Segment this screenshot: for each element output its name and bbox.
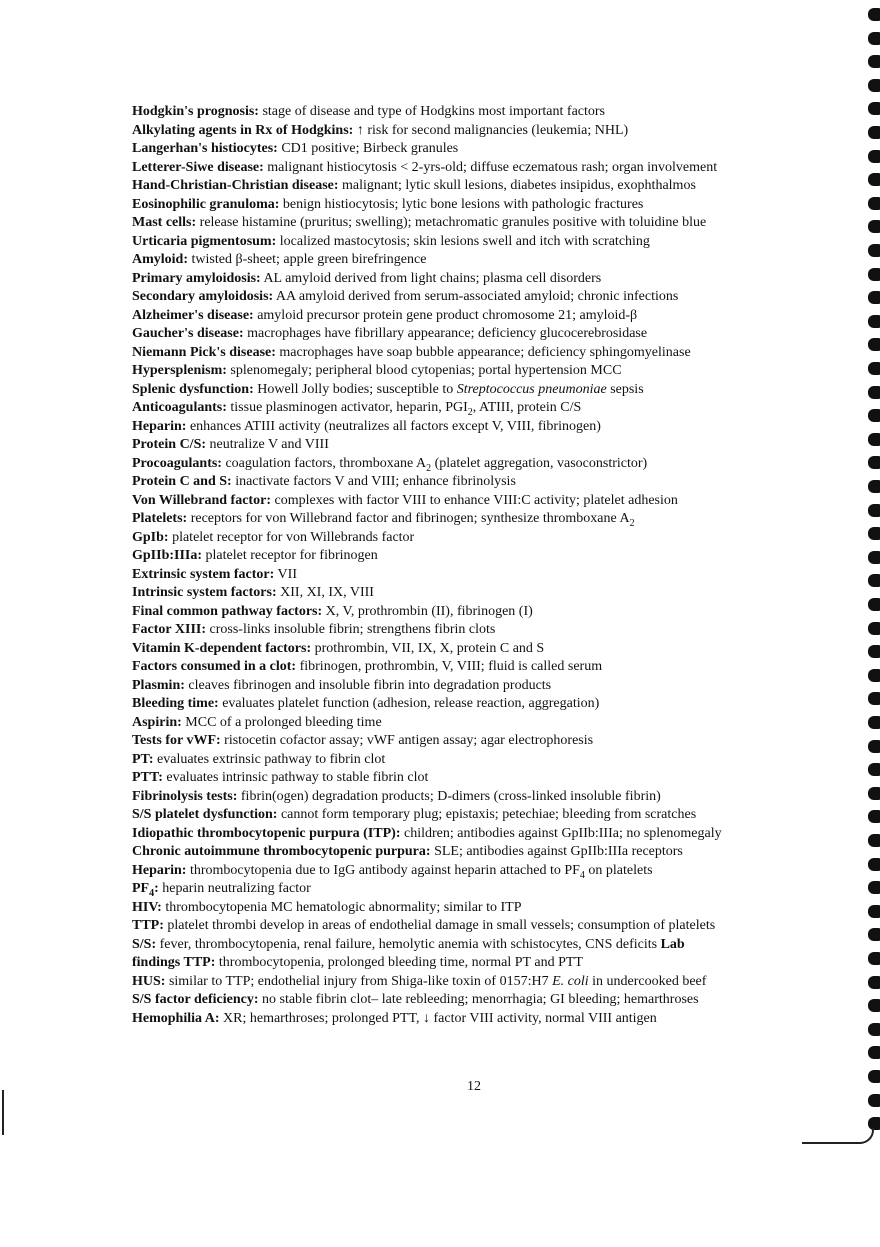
note-text: AA amyloid derived from serum-associated amyloid; chronic infections: [273, 289, 679, 304]
note-term: Extrinsic system factor:: [132, 566, 275, 582]
note-line: [132, 714, 812, 733]
binder-hole: [868, 126, 880, 139]
note-term: S/S platelet dysfunction:: [132, 807, 278, 822]
binder-hole: [868, 244, 880, 257]
note-term: PF: [132, 881, 150, 896]
note-text: stage of disease and type of Hodgkins most important factors: [258, 104, 606, 119]
note-text: VII: [274, 566, 297, 582]
note-line: [132, 455, 812, 474]
note-text-after: , ATIII, protein C/S: [472, 400, 582, 415]
binder-hole: [868, 999, 880, 1012]
binder-hole: [868, 456, 880, 469]
note-line: [132, 788, 812, 807]
note-text-after: sepsis: [606, 381, 644, 397]
note-term: Urticaria pigmentosum:: [132, 233, 277, 249]
note-text: malignant histiocytosis < 2-yrs-old; diffuse eczematous rash; organ involvement: [263, 159, 718, 175]
note-term: GpIb:: [132, 529, 169, 545]
binder-hole: [868, 669, 880, 682]
note-text: X, V, prothrombin (II), fibrinogen (I): [322, 603, 533, 619]
note-subscript: 2: [426, 462, 432, 474]
note-line: [132, 140, 812, 159]
binder-hole: [868, 268, 880, 281]
note-line: [132, 288, 812, 307]
note-text: no stable fibrin clot– late rebleeding; menorrhagia; GI bleeding; hemarthroses: [258, 992, 699, 1007]
note-text: evaluates intrinsic pathway to stable fibrin clot: [162, 770, 429, 785]
note-text: thrombocytopenia, prolonged bleeding time, normal PT and PTT: [215, 955, 583, 970]
note-text: Howell Jolly bodies; susceptible to: [253, 381, 457, 397]
note-text: macrophages have fibrillary appearance; deficiency glucocerebrosidase: [243, 326, 648, 341]
note-italic: E. coli: [552, 973, 589, 989]
note-term: Anticoagulants:: [132, 400, 227, 415]
binder-hole: [868, 1046, 880, 1059]
note-line: [132, 991, 812, 1010]
note-line: [132, 492, 812, 511]
binder-hole: [868, 173, 880, 186]
binder-hole: [868, 386, 880, 399]
binder-holes: [860, 0, 880, 1247]
note-text: malignant; lytic skull lesions, diabetes insipidus, exophthalmos: [338, 178, 696, 193]
note-term-suffix: :: [154, 881, 159, 896]
note-term: Vitamin K-dependent factors:: [132, 640, 312, 656]
note-line: [132, 584, 812, 603]
binder-hole: [868, 834, 880, 847]
note-term: Hand-Christian-Christian disease:: [132, 178, 339, 193]
note-text: cannot form temporary plug; epistaxis; petechiae; bleeding from scratches: [277, 807, 697, 822]
note-line: [132, 436, 812, 455]
note-line: [132, 362, 812, 381]
note-term: Fibrinolysis tests:: [132, 788, 238, 804]
note-term: Procoagulants:: [132, 455, 222, 471]
note-line: [132, 547, 812, 566]
note-text: platelet receptor for fibrinogen: [202, 548, 378, 563]
note-term: S/S:: [132, 936, 157, 952]
note-term: Factor XIII:: [132, 622, 207, 637]
note-line: [132, 251, 812, 270]
note-term: Tests for vWF:: [132, 733, 221, 748]
note-line: [132, 270, 812, 289]
note-term: Protein C/S:: [132, 437, 207, 452]
binder-hole: [868, 197, 880, 210]
note-term: Protein C and S:: [132, 474, 232, 489]
binder-hole: [868, 338, 880, 351]
note-term: Hodgkin's prognosis:: [132, 104, 259, 119]
note-line: [132, 880, 812, 899]
note-text: macrophages have soap bubble appearance; deficiency sphingomyelinase: [275, 344, 691, 360]
binder-hole: [868, 1023, 880, 1036]
note-term: S/S factor deficiency:: [132, 992, 259, 1007]
binder-hole: [868, 928, 880, 941]
binder-hole: [868, 315, 880, 328]
binder-hole: [868, 527, 880, 540]
note-text: coagulation factors, thromboxane A: [221, 455, 427, 471]
note-line: [132, 917, 812, 936]
note-term: Intrinsic system factors:: [132, 585, 277, 600]
note-text: thrombocytopenia due to IgG antibody against heparin attached to PF: [186, 862, 580, 878]
note-line: [132, 381, 812, 400]
note-text: evaluates platelet function (adhesion, release reaction, aggregation): [218, 696, 600, 711]
note-line: [132, 1010, 812, 1029]
binder-hole: [868, 8, 880, 21]
note-line: [132, 862, 812, 881]
binder-hole: [868, 150, 880, 163]
note-line: [132, 973, 812, 992]
binder-hole: [868, 810, 880, 823]
note-line: [132, 825, 812, 844]
note-text: AL amyloid derived from light chains; plasma cell disorders: [260, 270, 602, 286]
note-term: Chronic autoimmune thrombocytopenic purpura:: [132, 844, 431, 859]
note-line: [132, 233, 812, 252]
note-term: Von Willebrand factor:: [132, 492, 271, 508]
note-term: HIV:: [132, 899, 162, 915]
note-term: Secondary amyloidosis:: [132, 289, 274, 304]
note-text: localized mastocytosis; skin lesions swell and itch with scratching: [276, 233, 650, 249]
note-line: [132, 196, 812, 215]
note-line: [132, 399, 812, 418]
note-line: [132, 159, 812, 178]
note-subscript: 2: [467, 406, 473, 418]
note-term: Bleeding time:: [132, 696, 219, 711]
note-text: ↑ risk for second malignancies (leukemia; NHL): [353, 122, 629, 138]
binder-hole: [868, 409, 880, 422]
note-term: TTP:: [132, 918, 164, 933]
note-term: Aspirin:: [132, 714, 182, 730]
binder-hole: [868, 905, 880, 918]
binder-hole: [868, 574, 880, 587]
binder-hole: [868, 433, 880, 446]
note-term: Alzheimer's disease:: [132, 307, 254, 323]
note-term: Splenic dysfunction:: [132, 381, 254, 397]
note-term: Alkylating agents in Rx of Hodgkins:: [132, 122, 354, 138]
note-line: [132, 843, 812, 862]
note-line: [132, 695, 812, 714]
binder-hole: [868, 787, 880, 800]
binder-hole: [868, 480, 880, 493]
binder-hole: [868, 858, 880, 871]
note-text: complexes with factor VIII to enhance VIII:C activity; platelet adhesion: [270, 492, 678, 508]
binder-hole: [868, 220, 880, 233]
note-term: Idiopathic thrombocytopenic purpura (ITP):: [132, 825, 401, 841]
note-text: children; antibodies against GpIIb:IIIa; no splenomegaly: [400, 825, 722, 841]
binder-hole: [868, 32, 880, 45]
note-term-trailing: Lab: [660, 936, 685, 952]
binder-hole: [868, 362, 880, 375]
note-term: Final common pathway factors:: [132, 603, 323, 619]
note-term: PT:: [132, 751, 154, 767]
note-line: [132, 658, 812, 677]
page-corner-curl: [802, 1128, 874, 1144]
note-text: fibrin(ogen) degradation products; D-dimers (cross-linked insoluble fibrin): [237, 788, 661, 804]
note-term: Plasmin:: [132, 677, 185, 693]
binder-hole: [868, 551, 880, 564]
note-line: [132, 473, 812, 492]
page-edge-mark: [2, 1090, 4, 1135]
note-term: Langerhan's histiocytes:: [132, 141, 278, 156]
note-term: findings TTP:: [132, 955, 216, 970]
note-italic: Streptococcus pneumoniae: [456, 381, 607, 397]
note-text: fever, thrombocytopenia, renal failure, hemolytic anemia with schistocytes, CNS deficits: [156, 936, 661, 952]
note-text: CD1 positive; Birbeck granules: [277, 141, 459, 156]
note-term: HUS:: [132, 973, 166, 989]
note-text: similar to TTP; endothelial injury from Shiga-like toxin of 0157:H7: [165, 973, 553, 989]
binder-hole: [868, 645, 880, 658]
note-text: XR; hemarthroses; prolonged PTT, ↓ factor VIII activity, normal VIII antigen: [219, 1010, 657, 1026]
binder-hole: [868, 692, 880, 705]
notes-body: [132, 103, 812, 1028]
binder-hole: [868, 763, 880, 776]
note-line: [132, 529, 812, 548]
binder-hole: [868, 622, 880, 635]
note-text: cleaves fibrinogen and insoluble fibrin into degradation products: [184, 677, 552, 693]
note-line: [132, 751, 812, 770]
note-line: [132, 307, 812, 326]
note-text-after: in undercooked beef: [588, 973, 707, 989]
note-text: prothrombin, VII, IX, X, protein C and S: [311, 640, 545, 656]
note-line: [132, 344, 812, 363]
note-text: XII, XI, IX, VIII: [276, 585, 374, 600]
note-term: Amyloid:: [132, 252, 188, 267]
note-line: [132, 603, 812, 622]
binder-hole: [868, 102, 880, 115]
binder-hole: [868, 598, 880, 611]
note-term: Heparin:: [132, 418, 187, 434]
note-line: [132, 806, 812, 825]
note-term: Gaucher's disease:: [132, 326, 244, 341]
note-text: heparin neutralizing factor: [158, 881, 311, 896]
note-line: [132, 677, 812, 696]
note-term: Mast cells:: [132, 215, 197, 230]
note-text: enhances ATIII activity (neutralizes all factors except V, VIII, fibrinogen): [186, 418, 601, 434]
note-subscript: 4: [579, 869, 585, 881]
note-text: tissue plasminogen activator, heparin, PGI: [226, 400, 468, 415]
note-term: Hypersplenism:: [132, 363, 227, 378]
note-line: [132, 510, 812, 529]
note-text: cross-links insoluble fibrin; strengthens fibrin clots: [206, 622, 496, 637]
binder-hole: [868, 1070, 880, 1083]
note-text: benign histiocytosis; lytic bone lesions with pathologic fractures: [279, 196, 644, 212]
note-line: [132, 954, 812, 973]
note-term: GpIIb:IIIa:: [132, 548, 203, 563]
binder-hole: [868, 1094, 880, 1107]
binder-hole: [868, 79, 880, 92]
note-term: Primary amyloidosis:: [132, 270, 261, 286]
note-line: [132, 325, 812, 344]
note-text: splenomegaly; peripheral blood cytopenias; portal hypertension MCC: [226, 363, 622, 378]
note-term: Niemann Pick's disease:: [132, 344, 276, 360]
note-line: [132, 177, 812, 196]
note-text: thrombocytopenia MC hematologic abnormality; similar to ITP: [161, 899, 522, 915]
note-text: fibrinogen, prothrombin, V, VIII; fluid is called serum: [296, 659, 603, 674]
note-text: platelet receptor for von Willebrands factor: [168, 529, 415, 545]
note-line: [132, 640, 812, 659]
note-term-subscript: 4: [149, 887, 155, 899]
note-text: ristocetin cofactor assay; vWF antigen assay; agar electrophoresis: [220, 733, 594, 748]
binder-hole: [868, 55, 880, 68]
note-text: SLE; antibodies against GpIIb:IIIa receptors: [430, 844, 683, 859]
binder-hole: [868, 740, 880, 753]
note-line: [132, 103, 812, 122]
note-text-after: on platelets: [584, 862, 653, 878]
binder-hole: [868, 291, 880, 304]
binder-hole: [868, 952, 880, 965]
note-line: [132, 214, 812, 233]
note-text: MCC of a prolonged bleeding time: [181, 714, 382, 730]
note-subscript: 2: [629, 517, 635, 529]
note-line: [132, 936, 812, 955]
note-line: [132, 566, 812, 585]
note-term: Letterer-Siwe disease:: [132, 159, 264, 175]
note-text: receptors for von Willebrand factor and fibrinogen; synthesize thromboxane A: [187, 511, 630, 526]
note-text: evaluates extrinsic pathway to fibrin clot: [153, 751, 386, 767]
note-term: Heparin:: [132, 862, 187, 878]
note-text: platelet thrombi develop in areas of endothelial damage in small vessels; consumption of platelets: [163, 918, 716, 933]
note-term: PTT:: [132, 770, 163, 785]
note-text: release histamine (pruritus; swelling); metachromatic granules positive with toluidine blue: [196, 215, 707, 230]
note-term: Platelets:: [132, 511, 188, 526]
note-line: [132, 621, 812, 640]
note-text: neutralize V and VIII: [206, 437, 329, 452]
binder-hole: [868, 976, 880, 989]
binder-hole: [868, 881, 880, 894]
note-line: [132, 122, 812, 141]
note-line: [132, 418, 812, 437]
binder-hole: [868, 504, 880, 517]
note-term: Eosinophilic granuloma:: [132, 196, 280, 212]
note-term: Factors consumed in a clot:: [132, 659, 297, 674]
note-text: twisted β-sheet; apple green birefringence: [188, 252, 427, 267]
note-text: amyloid precursor protein gene product chromosome 21; amyloid-β: [253, 307, 638, 323]
note-line: [132, 899, 812, 918]
note-term: Hemophilia A:: [132, 1010, 220, 1026]
note-text-after: (platelet aggregation, vasoconstrictor): [431, 455, 648, 471]
note-text: inactivate factors V and VIII; enhance fibrinolysis: [231, 474, 516, 489]
page-number: 12: [467, 1079, 481, 1094]
note-line: [132, 732, 812, 751]
binder-hole: [868, 716, 880, 729]
note-line: [132, 769, 812, 788]
